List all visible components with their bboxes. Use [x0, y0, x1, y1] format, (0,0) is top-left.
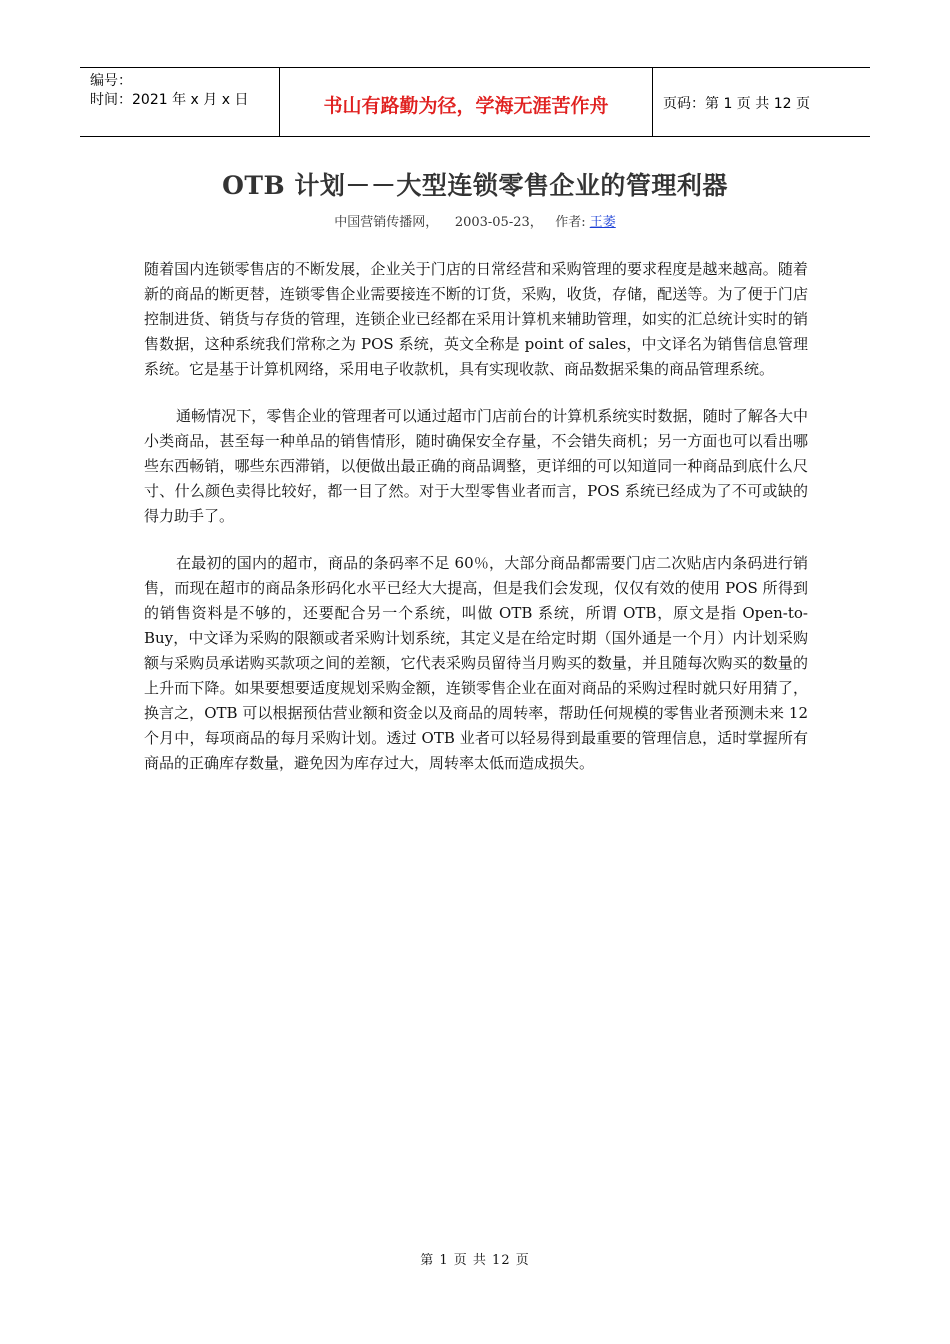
author-link[interactable]: 王萎 — [589, 215, 616, 230]
article-byline — [0, 211, 950, 230]
header-page-info: 页码：第 1 页 共 12 页 — [663, 96, 810, 112]
document-date-label: 时间：2021 年 x 月 x 日 — [90, 92, 249, 108]
page-footer: 第 1 页 共 12 页 — [420, 1253, 530, 1268]
article-source: 中国营销传播网， — [334, 215, 439, 230]
author-label: 作者: — [555, 215, 586, 230]
article-date: 2003-05-23， — [454, 215, 543, 230]
header-motto: 书山有路勤为径，学海无涯苦作舟 — [280, 68, 653, 136]
article-body — [144, 257, 808, 798]
paragraph-2: 通畅情况下，零售企业的管理者可以通过超市门店前台的计算机系统实时数据，随时了解各大中小类商品，甚至每一种单品的销售情形，随时确保安全存量，不会错失商机；另一方面也可以看出哪些东西畅销，哪些东西滞销，以便做出最正确的商品调整，更详细的可以知道同一种商品到底什么尺寸、什么颜色卖得比较好，都一目了然。对于大型零售业者而言，POS 系统已经成为了不可或缺的得力助手了。 — [144, 407, 808, 525]
paragraph-3: 在最初的国内的超市，商品的条码率不足 60％，大部分商品都需要门店二次贴店内条码进行销售，而现在超市的商品条形码化水平已经大大提高，但是我们会发现，仅仅有效的使用 POS 所得到的销售资料是不够的，还要配合另一个系统，叫做 OTB 系统，所谓 OTB，原文是指 Open-to-Buy，中文译为采购的限额或者采购计划系统，其定义是在给定时期（国外通是一个月）内计划采购额与采购员承诺购买款项之间的差额，它代表采购员留待当月购买的数量，并且随每次购买的数量的上升而下降。如果要想要适度规划采购金额，连锁零售企业在面对商品的采购过程时就只好用猜了，换言之，OTB 可以根据预估营业额和资金以及商品的周转率，帮助任何规模的零售业者预测未来 12 个月中，每项商品的每月采购计划。透过 OTB 业者可以轻易得到最重要的管理信息，适时掌握所有商品的正确库存数量，避免因为库存过大，周转率太低而造成损失。 — [144, 554, 808, 772]
paragraph-1: 随着国内连锁零售店的不断发展，企业关于门店的日常经营和采购管理的要求程度是越来越高。随着新的商品的断更替，连锁零售企业需要接连不断的订货，采购，收货，存储，配送等。为了便于门店控制进货、销货与存货的管理，连锁企业已经都在采用计算机来辅助管理，如实的汇总统计实时的销售数据，这种系统我们常称之为 POS 系统，英文全称是 point of sales，中文译名为销售信息管理系统。它是基于计算机网络，采用电子收款机，具有实现收款、商品数据采集的商品管理系统。 — [144, 260, 808, 378]
document-number-label: 编号： — [90, 73, 132, 89]
document-header — [80, 67, 870, 137]
article-title: OTB 计划－－大型连锁零售企业的管理利器 — [222, 171, 728, 200]
header-meta — [80, 68, 280, 136]
